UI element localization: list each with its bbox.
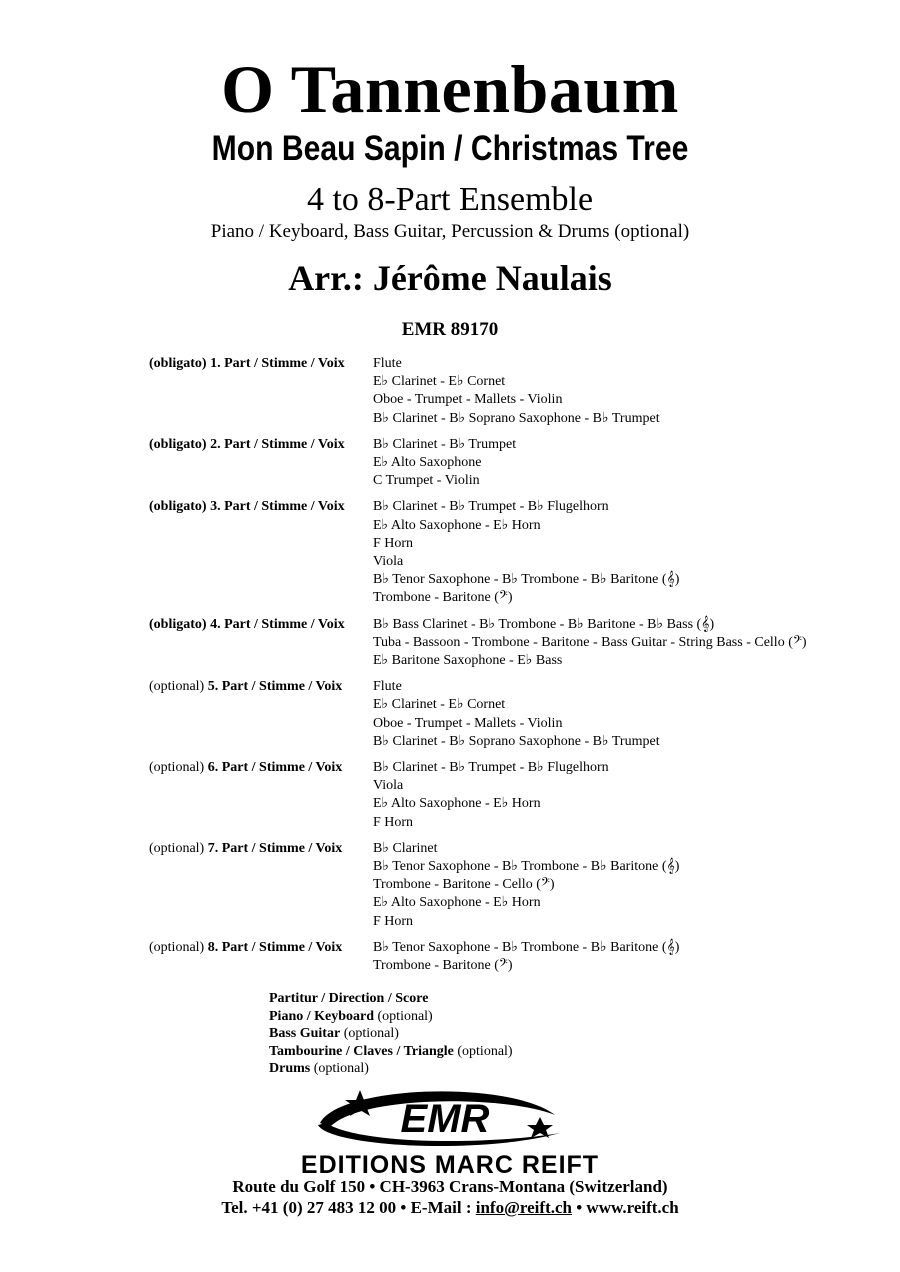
instrument-line: Viola xyxy=(373,554,404,570)
part-row xyxy=(149,759,889,832)
publisher-address: Route du Golf 150 • CH-3963 Crans-Montana (Switzerland) xyxy=(232,1177,668,1196)
part-row xyxy=(149,840,889,931)
extra-name: Drums xyxy=(269,1061,311,1077)
instrument-line: E♭ Clarinet - E♭ Cornet xyxy=(373,697,506,713)
part-prefix: (optional) xyxy=(149,840,205,856)
email-link[interactable]: info@reift.ch xyxy=(475,1198,572,1217)
instrument-line: F Horn xyxy=(373,913,414,929)
part-label xyxy=(149,759,369,777)
ensemble-line: 4 to 8-Part Ensemble xyxy=(306,181,594,218)
logo-text: EMR xyxy=(400,1097,490,1141)
part-prefix: (obligato) xyxy=(149,499,207,515)
part-label xyxy=(149,840,369,858)
extra-note: (optional) xyxy=(377,1008,433,1024)
part-row xyxy=(149,616,889,671)
part-prefix: (optional) xyxy=(149,939,205,955)
part-row xyxy=(149,678,889,751)
instrument-line: B♭ Clarinet xyxy=(373,840,438,856)
part-label-text: 8. Part / Stimme / Voix xyxy=(207,939,343,955)
part-row xyxy=(149,436,889,491)
extra-name: Partitur / Direction / Score xyxy=(269,991,429,1006)
part-label-text: 1. Part / Stimme / Voix xyxy=(210,356,345,371)
part-instruments xyxy=(373,355,889,428)
instrument-line: B♭ Clarinet - B♭ Soprano Saxophone - B♭ Trumpet xyxy=(373,733,660,749)
part-label xyxy=(149,939,369,957)
instrument-line: F Horn xyxy=(373,535,414,551)
extra-note: (optional) xyxy=(457,1043,513,1059)
instrument-line: Flute xyxy=(373,356,402,371)
instruments-optional: (optional) xyxy=(614,221,690,242)
part-label xyxy=(149,436,369,454)
part-instruments xyxy=(373,616,889,671)
part-label-text: 3. Part / Stimme / Voix xyxy=(210,499,345,515)
instrument-line: Oboe - Trumpet - Mallets - Violin xyxy=(373,715,563,731)
instrument-line: C Trumpet - Violin xyxy=(373,473,480,489)
instrument-line: E♭ Alto Saxophone - E♭ Horn xyxy=(373,796,541,812)
part-label xyxy=(149,678,369,696)
parts-list xyxy=(149,355,889,983)
instrument-line: E♭ Clarinet - E♭ Cornet xyxy=(373,374,506,390)
extra-item xyxy=(269,1008,513,1026)
instrument-line: Flute xyxy=(373,679,402,695)
instrument-line: Trombone - Baritone (𝄢) xyxy=(373,958,513,974)
part-prefix: (obligato) xyxy=(149,356,207,371)
subtitle: Mon Beau Sapin / Christmas Tree xyxy=(211,129,689,168)
extra-name: Tambourine / Claves / Triangle xyxy=(269,1043,454,1059)
catalog-number: EMR 89170 xyxy=(401,319,499,340)
extra-item xyxy=(269,1060,513,1078)
part-row xyxy=(149,355,889,428)
part-row xyxy=(149,939,889,975)
part-label-text: 2. Part / Stimme / Voix xyxy=(210,436,345,452)
instrument-line: Trombone - Baritone - Cello (𝄢) xyxy=(373,877,555,893)
instrument-line: B♭ Clarinet - B♭ Trumpet - B♭ Flugelhorn xyxy=(373,760,609,776)
extra-item xyxy=(269,1043,513,1061)
instrument-line: B♭ Bass Clarinet - B♭ Trombone - B♭ Baritone - B♭ Bass (𝄞) xyxy=(373,616,715,632)
website-link[interactable]: • www.reift.ch xyxy=(576,1198,679,1217)
instrument-line: F Horn xyxy=(373,814,414,830)
extra-item xyxy=(269,1025,513,1043)
part-label xyxy=(149,355,369,373)
part-row xyxy=(149,498,889,607)
part-prefix: (optional) xyxy=(149,679,205,695)
publisher-name: EDITIONS MARC REIFT xyxy=(300,1151,600,1179)
instrument-line: Tuba - Bassoon - Trombone - Baritone - Bass Guitar - String Bass - Cello (𝄢) xyxy=(373,634,807,650)
instrument-line: E♭ Alto Saxophone xyxy=(373,455,482,471)
instrument-line: B♭ Tenor Saxophone - B♭ Trombone - B♭ Baritone (𝄞) xyxy=(373,572,680,588)
part-instruments xyxy=(373,678,889,751)
part-prefix: (optional) xyxy=(149,760,205,776)
instrument-line: Viola xyxy=(373,778,404,794)
instrument-line: E♭ Alto Saxophone - E♭ Horn xyxy=(373,895,541,911)
part-instruments xyxy=(373,840,889,931)
instrument-line: B♭ Clarinet - B♭ Trumpet xyxy=(373,436,517,452)
contact-tel: Tel. +41 (0) 27 483 12 00 • E-Mail : xyxy=(221,1198,472,1217)
part-label-text: 6. Part / Stimme / Voix xyxy=(207,760,343,776)
instruments-text: Piano / Keyboard, Bass Guitar, Percussion & Drums xyxy=(210,221,610,242)
arranger: Arr.: Jérôme Naulais xyxy=(288,258,612,298)
extra-name: Piano / Keyboard xyxy=(269,1008,375,1024)
extra-item xyxy=(269,990,513,1008)
part-label-text: 5. Part / Stimme / Voix xyxy=(207,679,343,695)
publisher-contact xyxy=(0,1197,900,1219)
part-instruments xyxy=(373,436,889,491)
part-prefix: (obligato) xyxy=(149,436,207,452)
extra-note: (optional) xyxy=(343,1026,399,1042)
instrument-line: Oboe - Trumpet - Mallets - Violin xyxy=(373,392,563,408)
extra-note: (optional) xyxy=(313,1061,369,1077)
part-label-text: 4. Part / Stimme / Voix xyxy=(210,616,345,632)
instrument-line: Trombone - Baritone (𝄢) xyxy=(373,590,513,606)
instrument-line: E♭ Baritone Saxophone - E♭ Bass xyxy=(373,653,563,669)
part-instruments xyxy=(373,498,889,607)
part-label-text: 7. Part / Stimme / Voix xyxy=(207,840,343,856)
part-instruments xyxy=(373,759,889,832)
extras-list xyxy=(269,990,513,1078)
instrument-line: B♭ Clarinet - B♭ Trumpet - B♭ Flugelhorn xyxy=(373,499,609,515)
part-label xyxy=(149,498,369,516)
instrument-line: B♭ Tenor Saxophone - B♭ Trombone - B♭ Baritone (𝄞) xyxy=(373,939,680,955)
part-label xyxy=(149,616,369,634)
instrument-line: B♭ Tenor Saxophone - B♭ Trombone - B♭ Baritone (𝄞) xyxy=(373,859,680,875)
instruments-line xyxy=(0,220,900,244)
part-prefix: (obligato) xyxy=(149,616,207,632)
instrument-line: B♭ Clarinet - B♭ Soprano Saxophone - B♭ Trumpet xyxy=(373,410,660,426)
part-instruments xyxy=(373,939,889,975)
instrument-line: E♭ Alto Saxophone - E♭ Horn xyxy=(373,517,541,533)
extra-name: Bass Guitar xyxy=(269,1026,341,1042)
page-title: O Tannenbaum xyxy=(221,51,679,127)
